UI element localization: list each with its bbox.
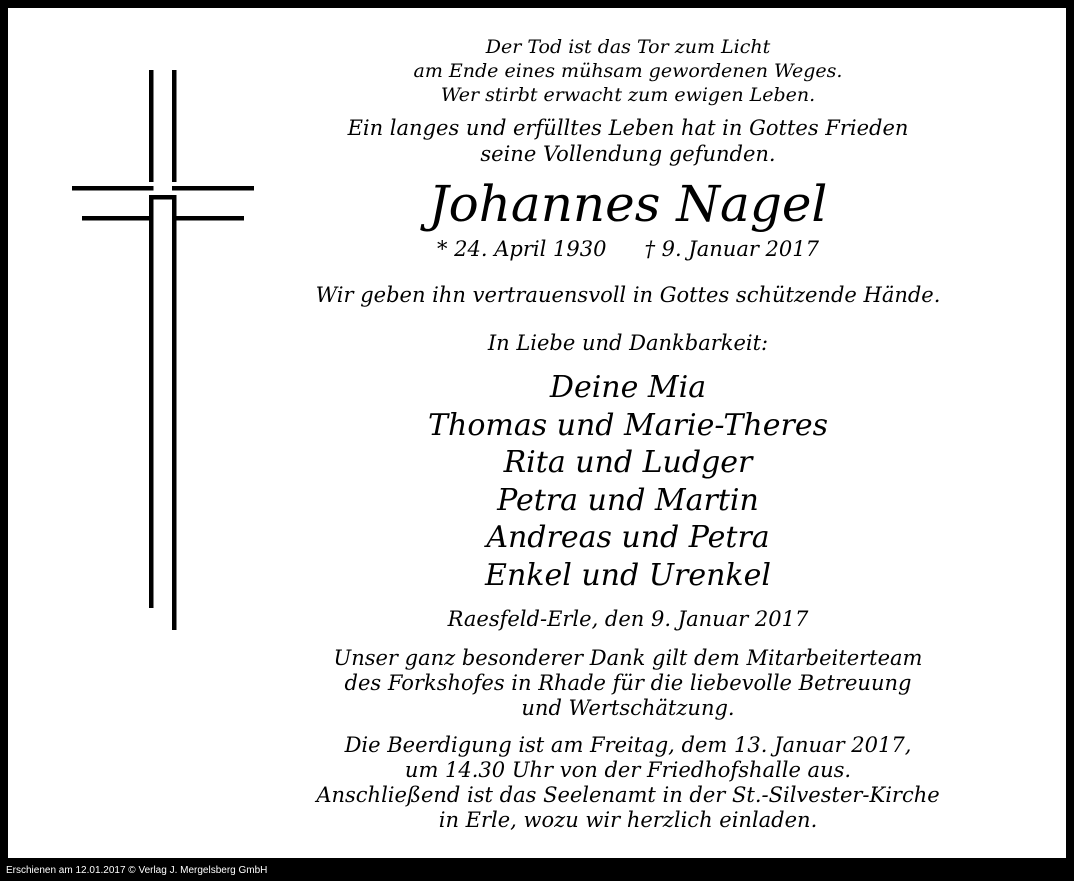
life-statement bbox=[258, 115, 998, 167]
family-member: Rita und Ludger bbox=[503, 445, 753, 480]
thanks-message bbox=[258, 646, 998, 721]
double-line-cross-icon bbox=[72, 70, 254, 630]
funeral-line: Anschließend ist das Seelenamt in der St.-Silvester-Kirche bbox=[316, 783, 940, 807]
motto-line: am Ende eines mühsam gewordenen Weges. bbox=[413, 60, 843, 82]
faith-line: Wir geben ihn vertrauensvoll in Gottes schützende Hände. bbox=[315, 283, 941, 307]
place-date: Raesfeld-Erle, den 9. Januar 2017 bbox=[447, 607, 809, 631]
life-line: seine Vollendung gefunden. bbox=[480, 142, 776, 166]
motto-verse bbox=[258, 35, 998, 107]
death-date: † 9. Januar 2017 bbox=[644, 237, 819, 261]
thanks-line: und Wertschätzung. bbox=[521, 696, 735, 720]
family-member: Andreas und Petra bbox=[486, 520, 770, 555]
family-member: Petra und Martin bbox=[497, 482, 759, 518]
funeral-line: um 14.30 Uhr von der Friedhofshalle aus. bbox=[404, 758, 852, 782]
family-member: Thomas und Marie-Theres bbox=[428, 407, 828, 443]
publication-footer: Erschienen am 12.01.2017 © Verlag J. Mergelsberg GmbH bbox=[6, 865, 268, 876]
birth-date: * 24. April 1930 bbox=[436, 237, 607, 261]
family-list bbox=[258, 369, 998, 594]
family-member: Deine Mia bbox=[549, 370, 707, 405]
deceased-name: Johannes Nagel bbox=[428, 175, 828, 233]
thanks-line: Unser ganz besonderer Dank gilt dem Mitarbeiterteam bbox=[333, 646, 923, 670]
funeral-line: Die Beerdigung ist am Freitag, dem 13. Januar 2017, bbox=[344, 733, 912, 757]
family-member: Enkel und Urenkel bbox=[485, 557, 771, 593]
thanks-intro: In Liebe und Dankbarkeit: bbox=[487, 331, 769, 355]
motto-line: Wer stirbt erwacht zum ewigen Leben. bbox=[440, 84, 816, 106]
motto-line: Der Tod ist das Tor zum Licht bbox=[485, 36, 771, 58]
funeral-line: in Erle, wozu wir herzlich einladen. bbox=[438, 808, 818, 832]
funeral-info bbox=[258, 733, 998, 833]
life-line: Ein langes und erfülltes Leben hat in Gottes Frieden bbox=[347, 116, 909, 140]
life-dates bbox=[258, 235, 998, 263]
obituary-card bbox=[8, 8, 1066, 858]
thanks-line: des Forkshofes in Rhade für die liebevolle Betreuung bbox=[344, 671, 912, 695]
